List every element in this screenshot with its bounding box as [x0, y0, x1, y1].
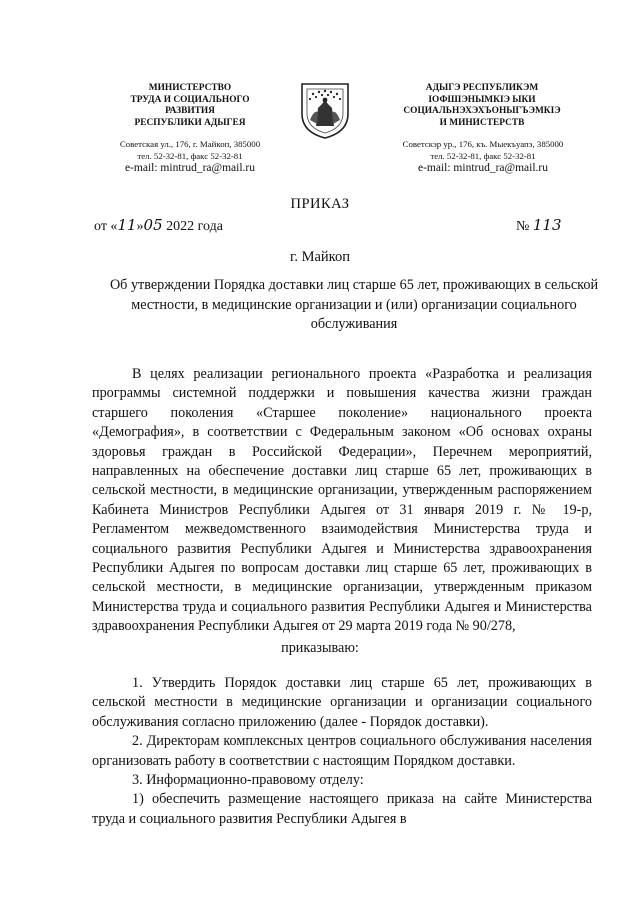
order-item-1: 1. Утвердить Порядок доставки лиц старше 65 лет, проживающих в сельской местности в медицинские организации и организации социального обслуживания согласно приложению (далее - Порядок доставки). [92, 675, 592, 730]
adygea-emblem-icon [298, 80, 352, 140]
address-right: Советскэр ур., 176, къ. Мыекъуапэ, 385000 тел. 52-32-81, факс 52-32-81 [402, 139, 564, 161]
ministry-name-russian: МИНИСТЕРСТВО ТРУДА И СОЦИАЛЬНОГО РАЗВИТИЯ РЕСПУБЛИКИ АДЫГЕЯ [130, 83, 250, 128]
order-item-3: 3. Информационно-правовому отделу: [132, 772, 364, 789]
document-number: № 113 [516, 216, 562, 234]
order-items [92, 674, 592, 829]
address-left: Советская ул., 176, г. Майкоп, 385000 тел. 52-32-81, факс 52-32-81 [119, 139, 261, 161]
order-item-2: 2. Директорам комплексных центров социального обслуживания населения организовать работу в соответствии с настоящим Порядком доставки. [92, 733, 592, 769]
ministry-name-adyghe: АДЫГЭ РЕСПУБЛИКЭМ ІОФШІЭНЫМКІЭ ЫКИ СОЦИАЛЬНЭХЭХЪОНЫГЪЭМКІЭ И МИНИСТЕРСТВ [403, 83, 561, 128]
date-month: 05 [143, 216, 163, 234]
preamble-paragraph: В целях реализации регионального проекта «Разработка и реализация программы системной поддержки и повышения качества жизни граждан старшего поколения «Старшее поколение» национального проекта «Демография», в соответствии с Федеральным законом «Об основах охраны здоровья граждан в Российской Федерации», Перечнем мероприятий, направленных на обеспечение доставки лиц старше 65 лет, проживающих в сельской местности, в медицинские организации, утвержденным распоряжением Кабинета Министров Республики Адыгея от 31 января 2019 г. № 19-р, Регламентом межведомственного взаимодействия Министерства труда и социального развития Республики Адыгея и Министерства здравоохранения Республики Адыгея по вопросам доставки лиц старше 65 лет, проживающих в сельской местности, в медицинские организации, утвержденным приказом Министерства труда и социального развития Республики Адыгея и Министерства здравоохранения Республики Адыгея от 29 марта 2019 года № 90/278, [92, 366, 592, 635]
document-date: от «11»05 2022 года [94, 216, 223, 234]
document-city: г. Майкоп [290, 249, 350, 265]
order-item-3-1: 1) обеспечить размещение настоящего приказа на сайте Министерства труда и социального развития Республики Адыгея в [92, 791, 592, 827]
number-handwritten: 113 [532, 216, 562, 234]
date-day: 11 [117, 216, 137, 234]
email-left: e-mail: mintrud_ra@mail.ru [124, 162, 256, 174]
document-subject: Об утверждении Порядка доставки лиц старше 65 лет, проживающих в сельской местности, в медицинские организации и (или) организации социального обслуживания [109, 277, 599, 332]
document-title: ПРИКАЗ [290, 196, 350, 212]
orders-word: приказываю: [281, 640, 359, 656]
email-right: e-mail: mintrud_ra@mail.ru [417, 162, 549, 174]
